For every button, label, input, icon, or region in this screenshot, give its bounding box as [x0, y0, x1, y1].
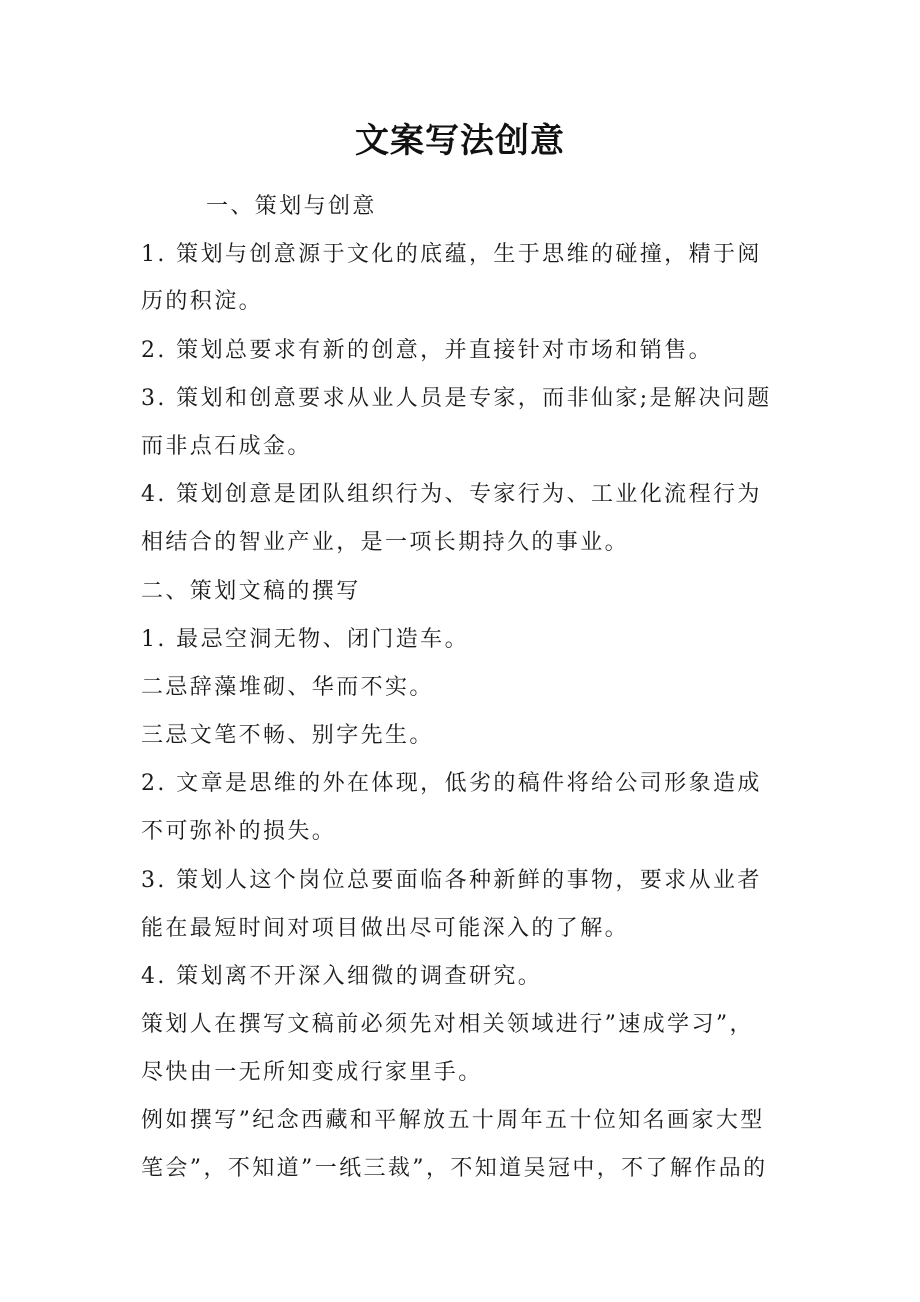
paragraph-line: 而非点石成金。	[141, 434, 312, 459]
paragraph-line: 不可弥补的损失。	[141, 819, 337, 844]
paragraph-line: 1. 最忌空洞无物、闭门造车。	[141, 627, 469, 652]
paragraph-line: 1. 策划与创意源于文化的底蕴，生于思维的碰撞，精于阅	[141, 242, 762, 267]
section-heading-2: 二、策划文稿的撰写	[141, 579, 361, 604]
paragraph-line: 策划人在撰写文稿前必须先对相关领域进行”速成学习”，	[141, 1012, 754, 1037]
section-heading-1: 一、策划与创意	[206, 194, 377, 219]
document-title: 文案写法创意	[355, 121, 565, 161]
paragraph-line: 三忌文笔不畅、别字先生。	[141, 723, 434, 748]
paragraph-line: 2. 策划总要求有新的创意，并直接针对市场和销售。	[141, 338, 713, 363]
paragraph-line: 例如撰写”纪念西藏和平解放五十周年五十位知名画家大型	[141, 1108, 765, 1133]
paragraph-line: 尽快由一无所知变成行家里手。	[141, 1060, 483, 1085]
paragraph-line: 4. 策划离不开深入细微的调查研究。	[141, 964, 543, 989]
paragraph-line: 3. 策划人这个岗位总要面临各种新鲜的事物，要求从业者	[141, 868, 762, 893]
paragraph-line: 历的积淀。	[141, 289, 264, 314]
paragraph-line: 笔会”，不知道”一纸三裁”，不知道吴冠中，不了解作品的	[141, 1156, 768, 1181]
paragraph-line: 2. 文章是思维的外在体现，低劣的稿件将给公司形象造成	[141, 771, 762, 796]
paragraph-line: 3. 策划和创意要求从业人员是专家，而非仙家;是解决问题	[141, 386, 772, 411]
paragraph-line: 相结合的智业产业，是一项长期持久的事业。	[141, 530, 630, 555]
paragraph-line: 4. 策划创意是团队组织行为、专家行为、工业化流程行为	[141, 482, 762, 507]
paragraph-line: 能在最短时间对项目做出尽可能深入的了解。	[141, 916, 630, 941]
paragraph-line: 二忌辞藻堆砌、华而不实。	[141, 675, 434, 700]
